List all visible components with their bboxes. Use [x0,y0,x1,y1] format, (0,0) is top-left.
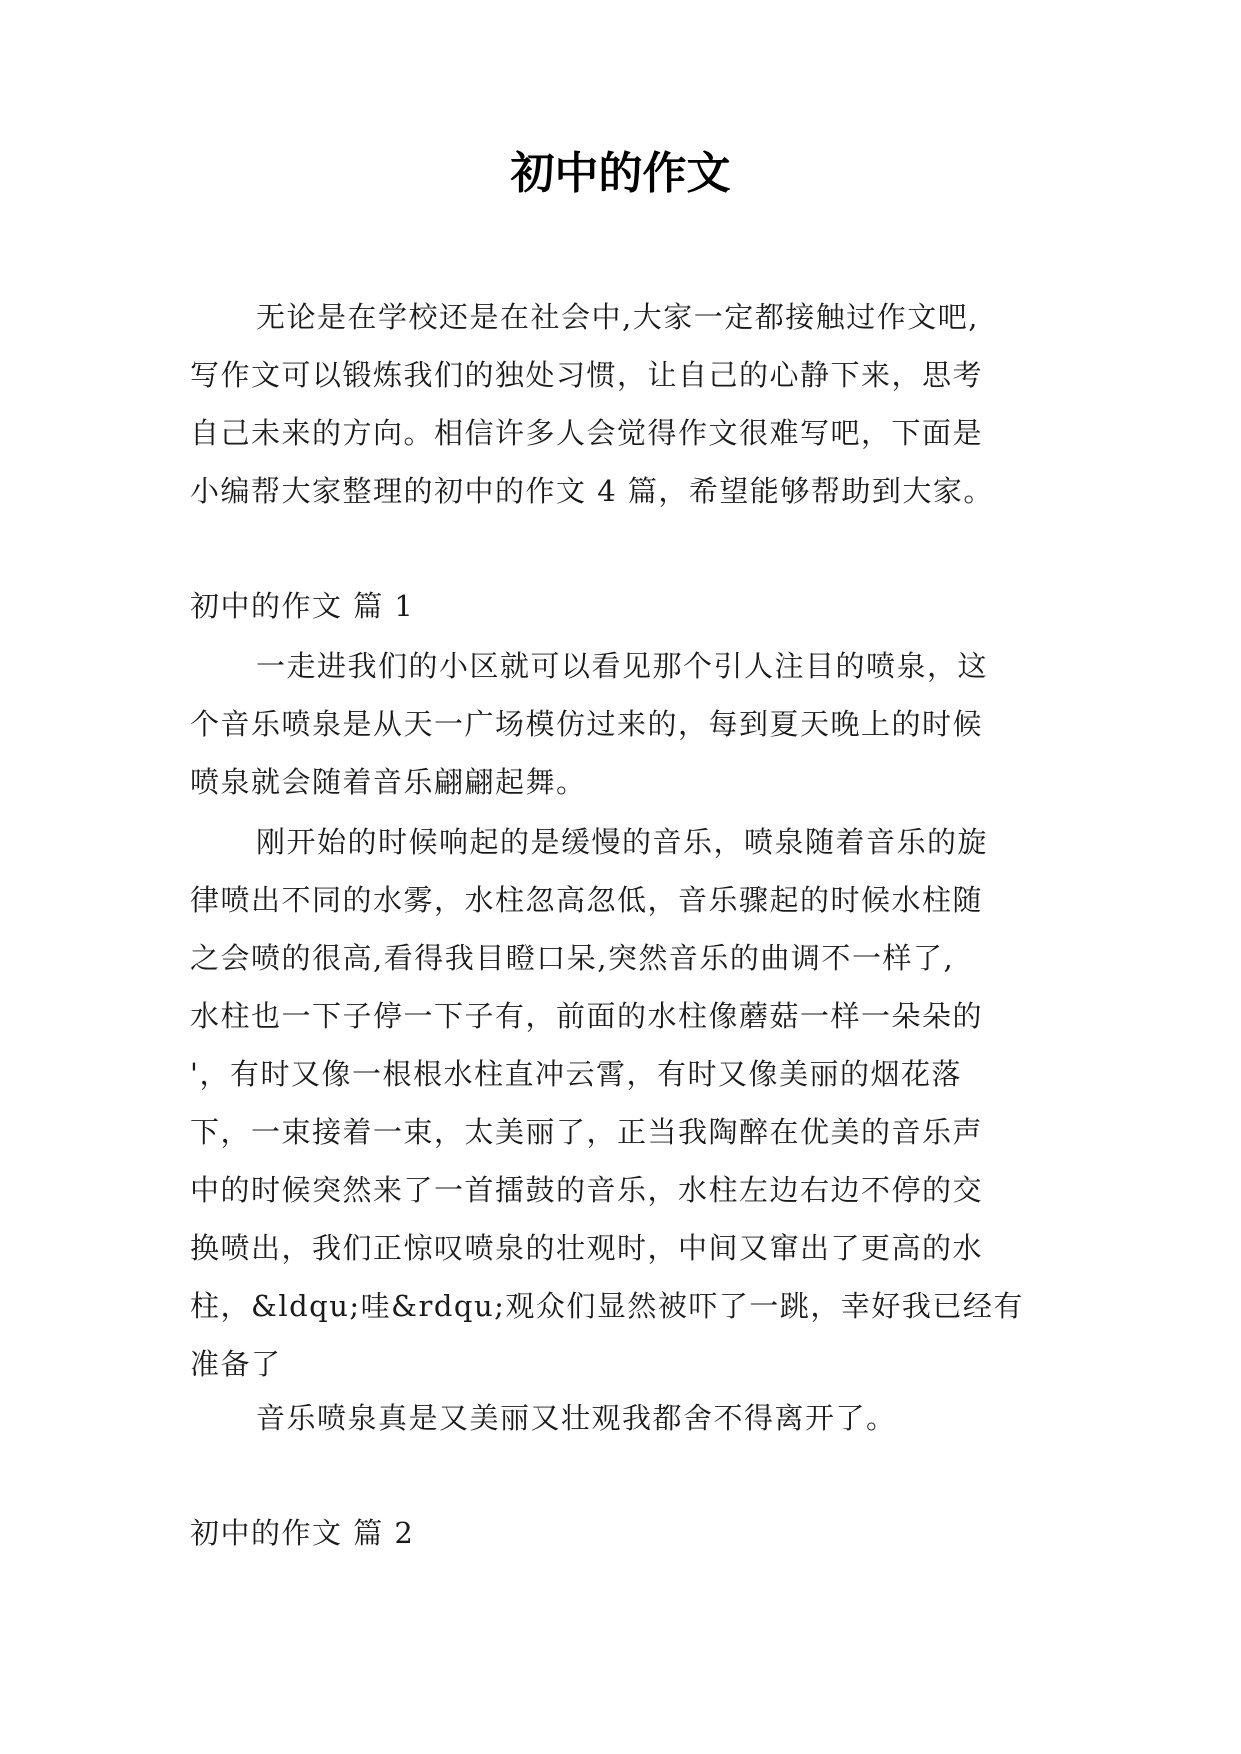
paragraph-line: 水柱也一下子停一下子有，前面的水柱像蘑菇一样一朵朵的 [190,999,984,1033]
paragraph-line: 一走进我们的小区就可以看见那个引人注目的喷泉，这 [256,649,989,683]
document-title: 初中的作文 [510,148,731,199]
paragraph-line: 柱，&ldqu;哇&rdqu;观众们显然被吓了一跳，幸好我已经有 [190,1289,1024,1323]
paragraph-line: '，有时又像一根根水柱直冲云霄，有时又像美丽的烟花落 [190,1057,962,1091]
intro-line: 写作文可以锻炼我们的独处习惯，让自己的心静下来，思考 [190,358,984,392]
paragraph-line: 换喷出，我们正惊叹喷泉的壮观时，中间又窜出了更高的水 [190,1231,984,1265]
essay-1-paragraph-2 [190,813,1080,1393]
essay-1-heading: 初中的作文 篇 1 [190,589,415,623]
intro-paragraph [190,288,1080,520]
intro-line: 无论是在学校还是在社会中,大家一定都接触过作文吧, [256,300,979,334]
essay-2-section [190,1504,1080,1562]
essay-1-section [190,577,1080,635]
paragraph-line: 中的时候突然来了一首擂鼓的音乐，水柱左边右边不停的交 [190,1173,984,1207]
essay-2-heading: 初中的作文 篇 2 [190,1516,415,1550]
intro-line: 自己未来的方向。相信许多人会觉得作文很难写吧，下面是 [190,416,984,450]
paragraph-line: 下，一束接着一束，太美丽了，正当我陶醉在优美的音乐声 [190,1115,984,1149]
paragraph-line: 个音乐喷泉是从天一广场模仿过来的，每到夏天晚上的时候 [190,707,984,741]
paragraph-line: 喷泉就会随着音乐翩翩起舞。 [190,765,587,799]
paragraph-line: 之会喷的很高,看得我目瞪口呆,突然音乐的曲调不一样了, [190,941,955,975]
intro-line: 小编帮大家整理的初中的作文 4 篇，希望能够帮助到大家。 [190,474,994,508]
essay-1-paragraph-3 [190,1389,1080,1447]
paragraph-line: 音乐喷泉真是又美丽又壮观我都舍不得离开了。 [256,1401,897,1435]
paragraph-line: 刚开始的时候响起的是缓慢的音乐，喷泉随着音乐的旋 [256,825,989,859]
paragraph-line: 律喷出不同的水雾，水柱忽高忽低，音乐骤起的时候水柱随 [190,883,984,917]
paragraph-line: 准备了 [190,1347,282,1381]
essay-1-paragraph-1 [190,637,1080,811]
